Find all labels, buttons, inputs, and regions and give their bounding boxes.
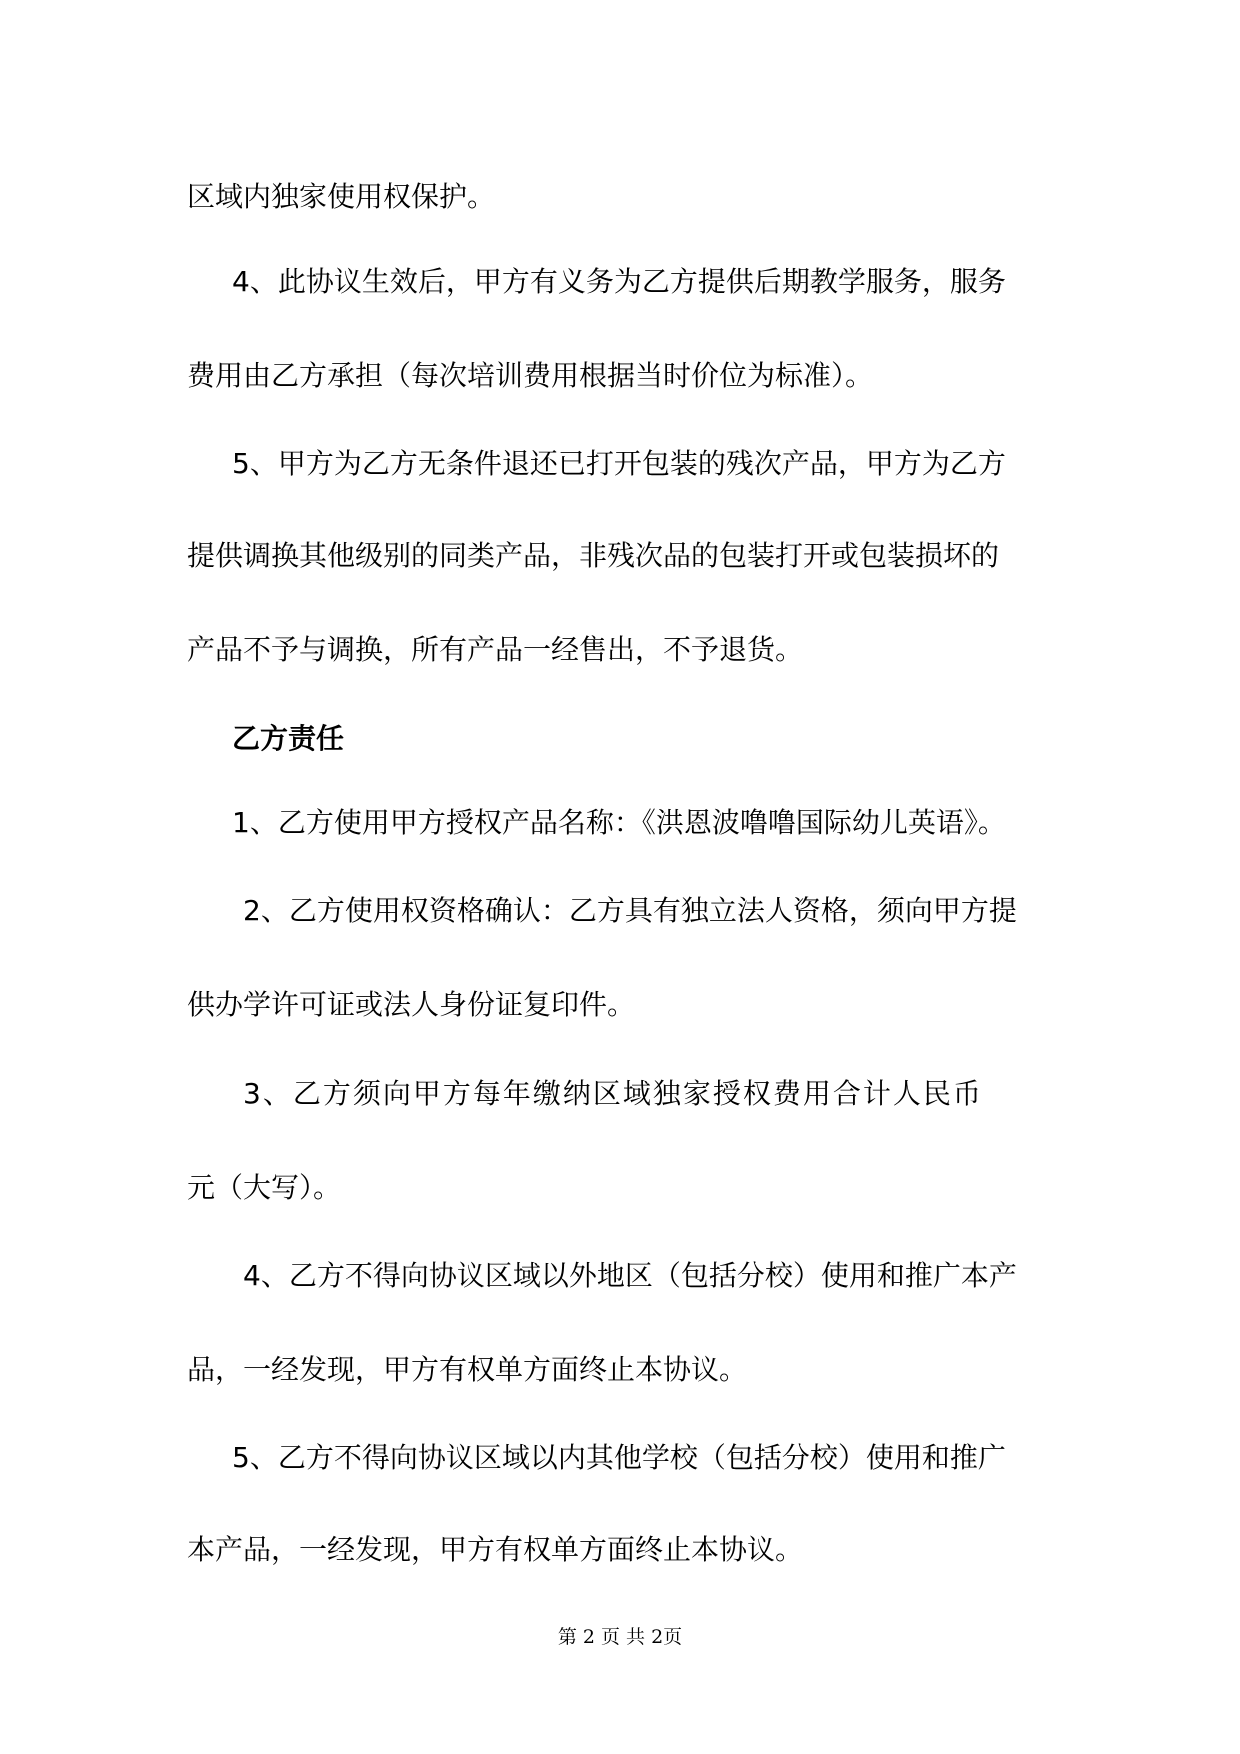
paragraph-line: 4、此协议生效后，甲方有义务为乙方提供后期教学服务，服务: [232, 265, 1006, 298]
paragraph-line: 本产品，一经发现，甲方有权单方面终止本协议。: [187, 1533, 804, 1566]
paragraph-line: 提供调换其他级别的同类产品，非残次品的包装打开或包装损坏的: [187, 539, 1000, 572]
paragraph-line: 产品不予与调换，所有产品一经售出，不予退货。: [187, 633, 804, 666]
paragraph-line: 2、乙方使用权资格确认：乙方具有独立法人资格，须向甲方提: [243, 894, 1017, 927]
paragraph-line: 1、乙方使用甲方授权产品名称：《洪恩波噜噜国际幼儿英语》。: [232, 806, 1006, 839]
paragraph-line: 4、乙方不得向协议区域以外地区（包括分校）使用和推广本产: [243, 1259, 1017, 1292]
paragraph-line: 区域内独家使用权保护。: [187, 180, 496, 213]
paragraph-line: 品，一经发现，甲方有权单方面终止本协议。: [187, 1353, 748, 1386]
paragraph-line: 3、乙方须向甲方每年缴纳区域独家授权费用合计人民币: [243, 1077, 983, 1110]
section-heading: 乙方责任: [232, 722, 345, 755]
paragraph-line: 费用由乙方承担（每次培训费用根据当时价位为标准）。: [187, 359, 874, 392]
paragraph-line: 元（大写）。: [187, 1171, 342, 1204]
page-footer: 第 2 页 共 2页: [557, 1626, 683, 1648]
paragraph-line: 供办学许可证或法人身份证复印件。: [187, 988, 636, 1021]
paragraph-line: 5、乙方不得向协议区域以内其他学校（包括分校）使用和推广: [232, 1441, 1006, 1474]
paragraph-line: 5、甲方为乙方无条件退还已打开包装的残次产品，甲方为乙方: [232, 447, 1006, 480]
